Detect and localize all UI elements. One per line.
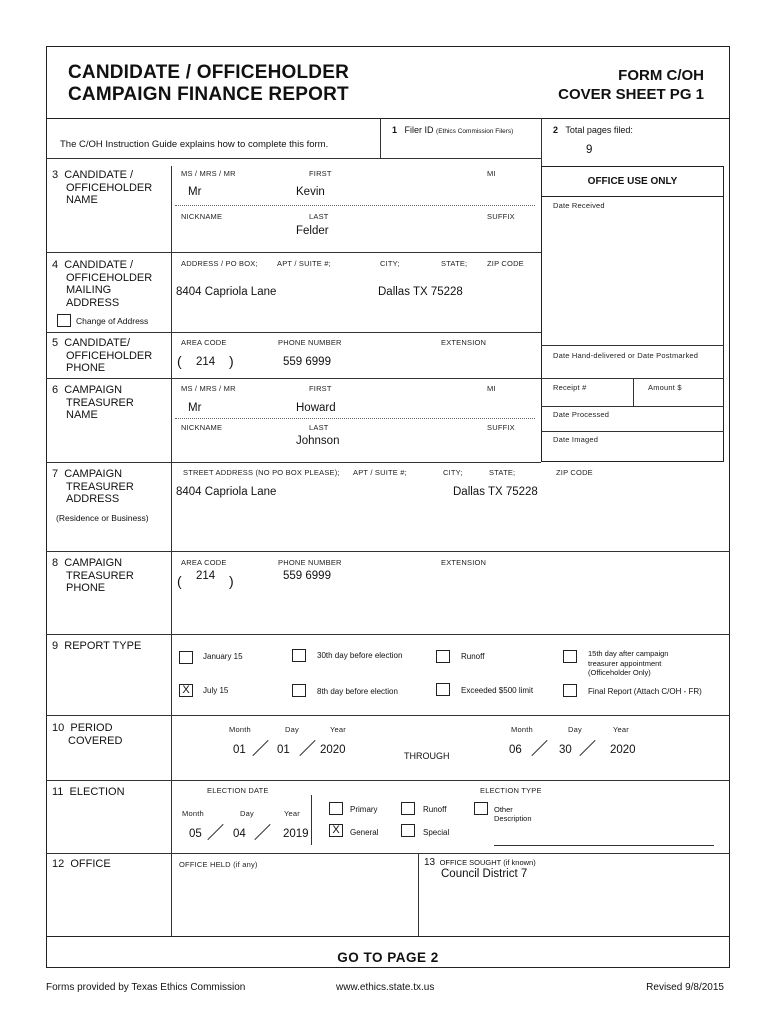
- section-11-label: 11 ELECTION: [52, 786, 125, 798]
- last-label: LAST: [309, 423, 329, 432]
- total-pages-value[interactable]: 9: [586, 144, 593, 156]
- dotted-rule: [175, 205, 535, 206]
- runoff-report-checkbox[interactable]: [436, 650, 450, 663]
- date-received-label: Date Received: [553, 201, 605, 210]
- period-to-day[interactable]: 30: [559, 744, 572, 756]
- candidate-last-name[interactable]: Felder: [296, 225, 329, 237]
- amount-label: Amount $: [648, 383, 682, 392]
- 30th-day-label: 30th day before election: [317, 651, 403, 660]
- january-15-label: January 15: [203, 652, 243, 661]
- form-title-line1: CANDIDATE / OFFICEHOLDER: [68, 62, 349, 83]
- paren-open: (: [177, 353, 182, 369]
- extension-label: EXTENSION: [441, 338, 487, 347]
- date-imaged-label: Date Imaged: [553, 435, 599, 444]
- month-label: Month: [511, 725, 533, 734]
- paren-close: ): [229, 353, 234, 369]
- period-to-year[interactable]: 2020: [610, 744, 636, 756]
- day-label: Day: [240, 809, 254, 818]
- day-label: Day: [568, 725, 582, 734]
- nickname-label: NICKNAME: [181, 423, 223, 432]
- first-label: FIRST: [309, 169, 332, 178]
- area-code-label: AREA CODE: [181, 558, 227, 567]
- month-label: Month: [182, 809, 204, 818]
- receipt-label: Receipt #: [553, 383, 587, 392]
- city-label: CITY;: [380, 259, 400, 268]
- year-label: Year: [330, 725, 346, 734]
- divider: [46, 715, 730, 716]
- election-day[interactable]: 04: [233, 828, 246, 840]
- mi-label: MI: [487, 169, 496, 178]
- treasurer-street[interactable]: 8404 Capriola Lane: [176, 486, 277, 498]
- nickname-label: NICKNAME: [181, 212, 223, 221]
- section-10-label: 10 PERIOD COVERED: [52, 722, 123, 747]
- period-from-day[interactable]: 01: [277, 744, 290, 756]
- general-label: General: [350, 828, 379, 837]
- divider: [46, 780, 730, 781]
- change-of-address-label: Change of Address: [76, 316, 149, 326]
- paren-open: (: [177, 573, 182, 589]
- prefix-label: MS / MRS / MR: [181, 384, 236, 393]
- prefix-label: MS / MRS / MR: [181, 169, 236, 178]
- divider: [46, 853, 730, 854]
- 8th-day-checkbox[interactable]: [292, 684, 306, 697]
- year-label: Year: [613, 725, 629, 734]
- divider: [46, 158, 541, 159]
- election-year[interactable]: 2019: [283, 828, 309, 840]
- suffix-label: SUFFIX: [487, 212, 515, 221]
- extension-label: EXTENSION: [441, 558, 487, 567]
- apt-label: APT / SUITE #;: [353, 468, 407, 477]
- divider: [418, 853, 419, 936]
- state-label: STATE;: [489, 468, 516, 477]
- other-checkbox[interactable]: [474, 802, 488, 815]
- 30th-day-checkbox[interactable]: [292, 649, 306, 662]
- date-hand-delivered-label: Date Hand-delivered or Date Postmarked: [553, 351, 699, 360]
- cover-sheet-label: COVER SHEET PG 1: [558, 86, 704, 103]
- dotted-rule: [175, 418, 535, 419]
- change-of-address-checkbox[interactable]: [57, 314, 71, 327]
- exceeded-limit-checkbox[interactable]: [436, 683, 450, 696]
- candidate-area-code[interactable]: 214: [196, 356, 216, 368]
- period-to-month[interactable]: 06: [509, 744, 522, 756]
- treasurer-last-name[interactable]: Johnson: [296, 435, 340, 447]
- suffix-label: SUFFIX: [487, 423, 515, 432]
- divider: [46, 551, 730, 552]
- exceeded-limit-label: Exceeded $500 limit: [461, 686, 534, 695]
- paren-close: ): [229, 573, 234, 589]
- go-to-page-2: GO TO PAGE 2: [337, 950, 439, 965]
- header-divider: [46, 118, 730, 119]
- form-title-line2: CAMPAIGN FINANCE REPORT: [68, 84, 349, 105]
- zip-label: ZIP CODE: [556, 468, 593, 477]
- divider: [541, 118, 542, 166]
- treasurer-phone-number[interactable]: 559 6999: [283, 570, 331, 582]
- divider: [46, 936, 730, 937]
- primary-checkbox[interactable]: [329, 802, 343, 815]
- first-label: FIRST: [309, 384, 332, 393]
- section-5-label: 5 CANDIDATE/ OFFICEHOLDER PHONE: [52, 337, 153, 374]
- election-type-label: ELECTION TYPE: [480, 786, 542, 795]
- final-report-label: Final Report (Attach C/OH - FR): [588, 687, 702, 696]
- footer-revision: Revised 9/8/2015: [646, 982, 724, 993]
- divider: [46, 378, 541, 379]
- state-label: STATE;: [441, 259, 468, 268]
- divider: [541, 431, 724, 432]
- divider: [541, 196, 724, 197]
- area-code-label: AREA CODE: [181, 338, 227, 347]
- divider: [541, 406, 724, 407]
- mi-label: MI: [487, 384, 496, 393]
- footer-website[interactable]: www.ethics.state.tx.us: [336, 982, 435, 993]
- instruction-text: The C/OH Instruction Guide explains how to complete this form.: [60, 139, 329, 150]
- period-from-month[interactable]: 01: [233, 744, 246, 756]
- divider: [46, 462, 541, 463]
- treasurer-first-name[interactable]: Howard: [296, 402, 336, 414]
- section-12-label: 12 OFFICE: [52, 858, 111, 870]
- section-4-label: 4 CANDIDATE / OFFICEHOLDER MAILING ADDRESS: [52, 259, 153, 309]
- january-15-checkbox[interactable]: [179, 651, 193, 664]
- final-report-checkbox[interactable]: [563, 684, 577, 697]
- through-label: THROUGH: [404, 751, 450, 761]
- section-7-label: 7 CAMPAIGN TREASURER ADDRESS: [52, 468, 134, 505]
- residence-note: (Residence or Business): [56, 513, 149, 523]
- runoff-election-label: Runoff: [423, 805, 447, 814]
- candidate-phone-number[interactable]: 559 6999: [283, 356, 331, 368]
- other-description-line[interactable]: [494, 845, 714, 846]
- election-month[interactable]: 05: [189, 828, 202, 840]
- july-15-label: July 15: [203, 686, 229, 695]
- street-address-label: STREET ADDRESS (NO PO BOX PLEASE);: [183, 468, 340, 477]
- total-pages-label: 2 Total pages filed:: [553, 125, 633, 135]
- other-label: Other Description: [494, 805, 532, 823]
- runoff-election-checkbox[interactable]: [401, 802, 415, 815]
- address-label: ADDRESS / PO BOX;: [181, 259, 258, 268]
- divider: [633, 378, 634, 406]
- primary-label: Primary: [350, 805, 378, 814]
- month-label: Month: [229, 725, 251, 734]
- section-8-label: 8 CAMPAIGN TREASURER PHONE: [52, 557, 134, 594]
- divider: [311, 795, 312, 845]
- special-checkbox[interactable]: [401, 824, 415, 837]
- city-label: CITY;: [443, 468, 463, 477]
- divider: [46, 332, 541, 333]
- footer-credit: Forms provided by Texas Ethics Commission: [46, 982, 246, 993]
- divider: [380, 118, 381, 158]
- treasurer-prefix[interactable]: Mr: [188, 402, 202, 414]
- filer-id-field[interactable]: [400, 140, 530, 154]
- candidate-prefix[interactable]: Mr: [188, 186, 202, 198]
- divider: [541, 345, 724, 346]
- date-processed-label: Date Processed: [553, 410, 610, 419]
- day-label: Day: [285, 725, 299, 734]
- divider: [46, 634, 730, 635]
- divider: [46, 252, 541, 253]
- office-sought-label: 13 OFFICE SOUGHT (if known): [424, 857, 536, 868]
- period-from-year[interactable]: 2020: [320, 744, 346, 756]
- office-sought-value[interactable]: Council District 7: [441, 868, 528, 880]
- apt-label: APT / SUITE #;: [277, 259, 331, 268]
- section-6-label: 6 CAMPAIGN TREASURER NAME: [52, 384, 134, 421]
- form-code: FORM C/OH: [618, 67, 704, 84]
- july-15-checkbox[interactable]: X: [179, 684, 193, 697]
- year-label: Year: [284, 809, 300, 818]
- 15th-day-label: 15th day after campaign treasurer appointment (Officeholder Only): [588, 649, 669, 677]
- 15th-day-checkbox[interactable]: [563, 650, 577, 663]
- general-checkbox[interactable]: X: [329, 824, 343, 837]
- section-9-label: 9 REPORT TYPE: [52, 640, 142, 652]
- treasurer-city-state-zip[interactable]: Dallas TX 75228: [453, 486, 538, 498]
- filer-id-label: 1 Filer ID (Ethics Commission Filers): [392, 125, 514, 135]
- 8th-day-label: 8th day before election: [317, 687, 398, 696]
- section-3-label: 3 CANDIDATE / OFFICEHOLDER NAME: [52, 169, 153, 206]
- special-label: Special: [423, 828, 450, 837]
- last-label: LAST: [309, 212, 329, 221]
- candidate-city-state-zip[interactable]: Dallas TX 75228: [378, 286, 463, 298]
- treasurer-area-code[interactable]: 214: [196, 570, 216, 582]
- office-held-label: OFFICE HELD (if any): [179, 860, 258, 869]
- candidate-street[interactable]: 8404 Capriola Lane: [176, 286, 277, 298]
- phone-number-label: PHONE NUMBER: [278, 338, 342, 347]
- candidate-first-name[interactable]: Kevin: [296, 186, 325, 198]
- phone-number-label: PHONE NUMBER: [278, 558, 342, 567]
- office-held-field[interactable]: [180, 874, 410, 888]
- election-date-label: ELECTION DATE: [207, 786, 269, 795]
- runoff-report-label: Runoff: [461, 652, 485, 661]
- office-use-title: OFFICE USE ONLY: [587, 176, 678, 187]
- zip-label: ZIP CODE: [487, 259, 524, 268]
